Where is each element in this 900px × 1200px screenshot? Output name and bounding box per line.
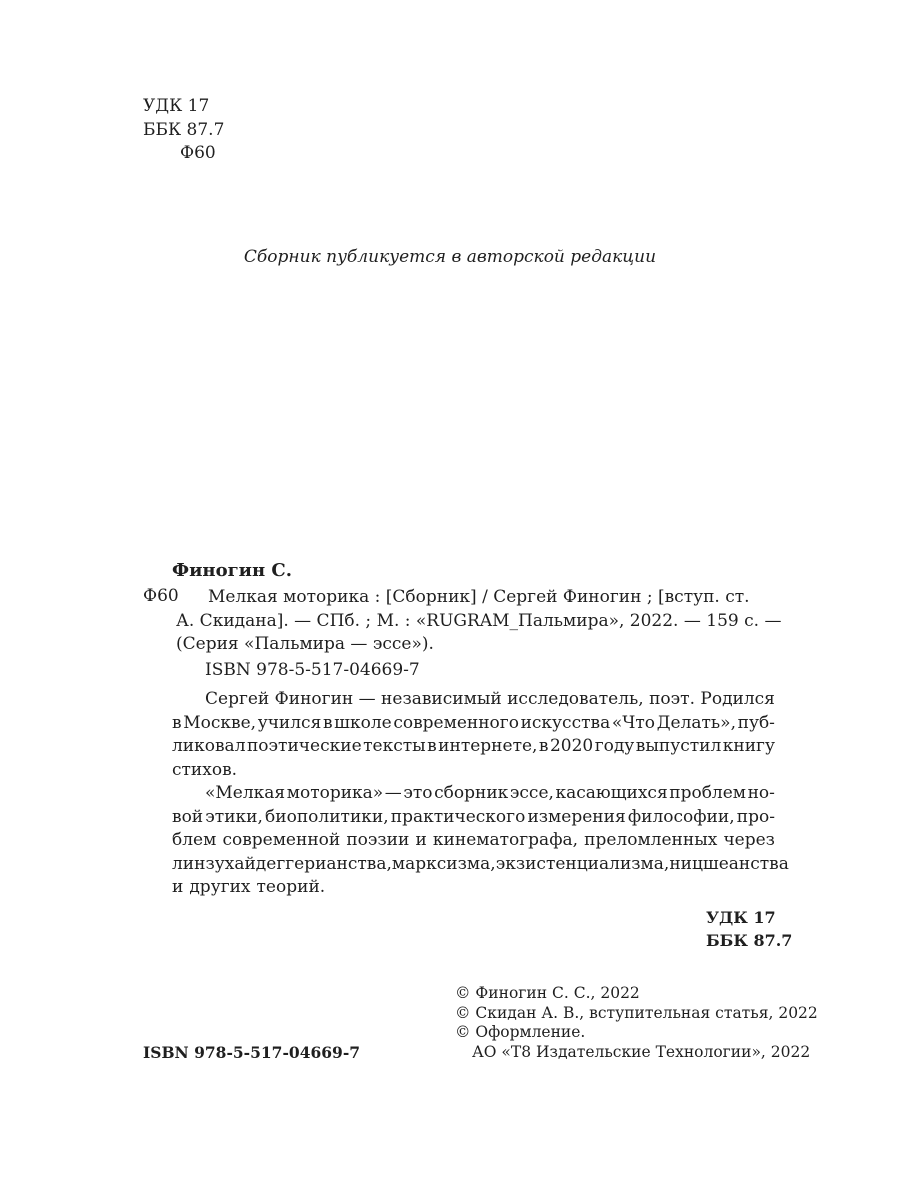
annotation-word: марксизма, — [391, 853, 496, 874]
annotation-word: теорий. — [256, 877, 326, 897]
annotation-word: проблем — [669, 783, 747, 803]
copyright-line: © Скидан А. В., вступительная статья, 2022 — [455, 1003, 818, 1022]
annotation-line — [172, 876, 775, 900]
annotation-word: ницшеанства — [669, 853, 789, 874]
annotation-word: Делать», — [656, 712, 736, 733]
annotation-word: пуб- — [737, 712, 775, 733]
copyright-block — [455, 984, 818, 1062]
bbk-code: ББК 87.7 — [706, 931, 793, 950]
annotation-word: в — [427, 736, 437, 756]
classification-codes-bottom — [706, 906, 792, 952]
annotation-line — [172, 712, 775, 736]
copyright-line: АО «Т8 Издательские Технологии», 2022 — [472, 1042, 811, 1061]
udk-code: УДК 17 — [706, 908, 776, 927]
author-heading: Финогин С. — [172, 560, 293, 581]
annotation-word: это — [403, 783, 433, 803]
annotation-word: 2020 — [549, 736, 594, 756]
annotation-line — [172, 759, 775, 783]
annotation-word: философии, — [627, 806, 735, 827]
annotation-word: современного — [393, 712, 519, 733]
annotation-word: тексты — [363, 736, 426, 756]
annotation-word: через — [723, 830, 775, 850]
bibliographic-description — [172, 586, 782, 657]
copyright-line: © Оформление. — [455, 1023, 586, 1041]
annotation-word: году — [594, 736, 635, 756]
description-line: (Серия «Пальмира — эссе»). — [176, 634, 434, 654]
annotation-word: книгу — [722, 736, 775, 756]
annotation-word: этики, — [205, 806, 263, 827]
annotation-word: современной — [222, 830, 341, 850]
author-mark: Ф60 — [180, 143, 216, 163]
editorial-note: Сборник публикуется в авторской редакции — [243, 247, 657, 267]
isbn-bottom: ISBN 978-5-517-04669-7 — [143, 1043, 361, 1062]
annotation-line — [172, 806, 775, 830]
annotation-word: про- — [736, 806, 775, 827]
annotation-line — [172, 735, 775, 759]
annotation-word: блем — [172, 830, 217, 850]
annotation-line — [172, 829, 775, 853]
annotation-word: других — [189, 877, 251, 897]
annotation-word: интернете, — [438, 736, 538, 756]
annotation-word: независимый — [381, 689, 502, 709]
annotation-word: искусства — [520, 712, 611, 733]
catalog-author-mark: Ф60 — [143, 586, 179, 606]
annotation-word: хайдеггерианства, — [224, 853, 392, 874]
annotation-word: ликовал — [172, 736, 246, 756]
udk-code: УДК 17 — [143, 96, 210, 116]
annotation-word: учился — [257, 712, 322, 733]
annotation-word: поэт. — [649, 689, 695, 709]
annotation-word: практического — [390, 806, 526, 827]
annotation-word: вой — [172, 806, 204, 827]
annotation-word: в — [172, 712, 182, 733]
annotation-word: и — [172, 877, 184, 897]
annotation-word: в — [538, 736, 549, 756]
annotation-word: Родился — [700, 689, 775, 709]
annotation-word: — — [384, 783, 402, 803]
annotation-word: касающихся — [555, 783, 668, 803]
classification-codes-top — [143, 95, 224, 166]
annotation-word: линзу — [172, 853, 225, 874]
copyright-line: © Финогин С. С., 2022 — [455, 984, 640, 1002]
annotation-word: преломленных — [584, 830, 718, 850]
bbk-code: ББК 87.7 — [143, 119, 225, 140]
description-line: Мелкая моторика : [Сборник] / Сергей Финогин ; [вступ. ст. — [208, 587, 750, 607]
description-line: А. Скидана]. — СПб. ; М. : «RUGRAM_Пальмира», 2022. — 159 с. — — [176, 610, 782, 631]
annotation-word: экзистенциализма, — [495, 853, 670, 874]
annotation-word: стихов. — [172, 759, 238, 780]
annotation-word: — — [358, 689, 376, 709]
annotation-line — [172, 782, 775, 806]
annotation-word: в — [322, 712, 333, 733]
annotation-word: поэтические — [246, 736, 362, 756]
annotation-word: эссе, — [509, 783, 554, 803]
annotation-word: кинематографа, — [432, 830, 579, 850]
annotation-word: исследователь, — [507, 689, 644, 709]
annotation-word: Финогин — [274, 689, 354, 709]
annotation-word: выпустил — [635, 736, 722, 756]
annotation-line — [172, 853, 789, 877]
annotation-word: сборник — [434, 783, 509, 803]
annotation-word: биополитики, — [265, 806, 389, 827]
annotation-word: Сергей — [205, 689, 270, 709]
annotation-word: школе — [334, 712, 392, 733]
annotation-word: и — [415, 830, 427, 850]
annotation-word: «Мелкая — [205, 783, 286, 803]
annotation-word: поэзии — [346, 830, 410, 850]
annotation-word: измерения — [527, 806, 626, 827]
annotation — [172, 688, 789, 900]
annotation-word: но- — [747, 783, 775, 803]
annotation-word: «Что — [611, 712, 656, 733]
annotation-line — [172, 688, 775, 712]
annotation-word: Москве, — [183, 712, 257, 733]
catalog-isbn: ISBN 978-5-517-04669-7 — [205, 660, 420, 680]
annotation-word: моторика» — [286, 783, 384, 803]
